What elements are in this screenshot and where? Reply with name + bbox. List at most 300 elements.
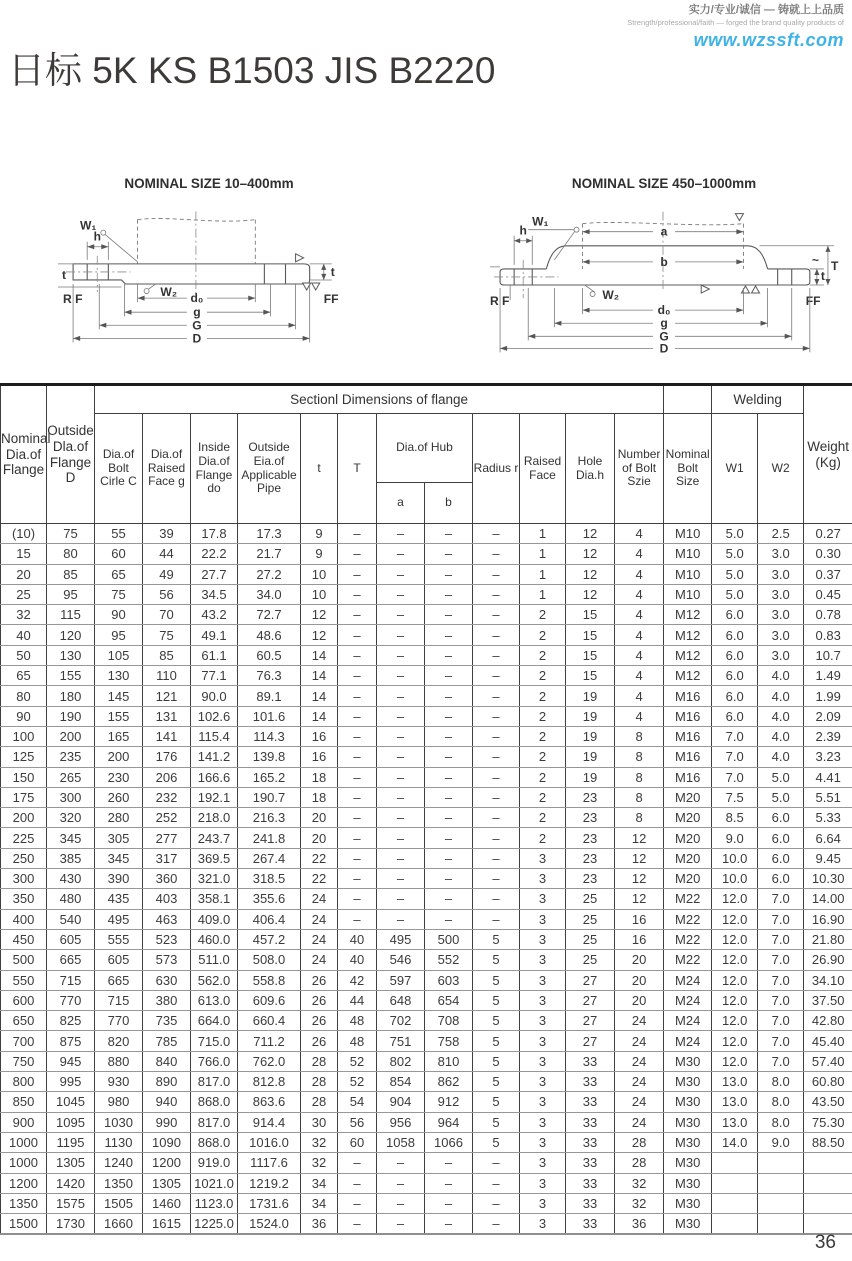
table-cell: – bbox=[338, 706, 377, 726]
table-cell: 23 bbox=[566, 869, 615, 889]
table-cell: – bbox=[338, 564, 377, 584]
table-cell: 3 bbox=[520, 970, 566, 990]
table-cell: 36 bbox=[615, 1214, 664, 1235]
table-cell: 43.50 bbox=[804, 1092, 852, 1112]
table-cell: 770 bbox=[95, 1011, 143, 1031]
table-cell: 4 bbox=[615, 605, 664, 625]
table-cell: 24 bbox=[301, 950, 338, 970]
table-cell: 6.0 bbox=[712, 706, 758, 726]
label-ff: FF bbox=[805, 294, 821, 309]
table-cell: M12 bbox=[664, 605, 712, 625]
table-cell: 55 bbox=[95, 524, 143, 544]
table-cell: 12 bbox=[301, 605, 338, 625]
table-cell: 44 bbox=[338, 990, 377, 1010]
table-row bbox=[1, 828, 852, 848]
table-cell: 400 bbox=[1, 909, 47, 929]
table-cell: 13.0 bbox=[712, 1112, 758, 1132]
table-cell: 751 bbox=[377, 1031, 425, 1051]
table-cell: 12.0 bbox=[712, 889, 758, 909]
table-cell: 1.49 bbox=[804, 666, 852, 686]
table-cell: 26 bbox=[301, 1031, 338, 1051]
table-cell: 850 bbox=[1, 1092, 47, 1112]
table-cell: 10.0 bbox=[712, 869, 758, 889]
table-cell: 16 bbox=[301, 726, 338, 746]
table-cell: 318.5 bbox=[238, 869, 301, 889]
diagram-small-flange bbox=[58, 176, 360, 375]
table-cell: 8.0 bbox=[758, 1092, 804, 1112]
table-cell bbox=[758, 1173, 804, 1193]
table-cell: – bbox=[473, 645, 520, 665]
table-cell: – bbox=[425, 848, 473, 868]
table-cell: 409.0 bbox=[191, 909, 238, 929]
table-cell: 14 bbox=[301, 686, 338, 706]
table-cell: – bbox=[377, 848, 425, 868]
table-cell: 6.0 bbox=[712, 645, 758, 665]
dim-label-t-left: t bbox=[62, 267, 67, 282]
table-cell: 300 bbox=[47, 787, 95, 807]
table-cell: 42.80 bbox=[804, 1011, 852, 1031]
table-cell: 5 bbox=[473, 1051, 520, 1071]
table-cell: 5 bbox=[473, 1011, 520, 1031]
table-cell: 32 bbox=[615, 1193, 664, 1213]
table-cell: M30 bbox=[664, 1193, 712, 1213]
table-cell: 139.8 bbox=[238, 747, 301, 767]
table-row bbox=[1, 564, 852, 584]
table-cell: – bbox=[377, 828, 425, 848]
table-cell: 21.7 bbox=[238, 544, 301, 564]
table-cell: M20 bbox=[664, 787, 712, 807]
table-cell: 8 bbox=[615, 726, 664, 746]
table-cell: M10 bbox=[664, 564, 712, 584]
table-cell: 345 bbox=[95, 848, 143, 868]
table-cell: M30 bbox=[664, 1214, 712, 1235]
table-cell: 1350 bbox=[95, 1173, 143, 1193]
table-cell: 56 bbox=[338, 1112, 377, 1132]
table-cell: – bbox=[338, 808, 377, 828]
table-cell: 650 bbox=[1, 1011, 47, 1031]
table-cell: 20 bbox=[301, 828, 338, 848]
table-cell: 40 bbox=[1, 625, 47, 645]
table-cell: 17.3 bbox=[238, 524, 301, 544]
table-cell: 65 bbox=[95, 564, 143, 584]
dim-label-g: g bbox=[193, 305, 201, 320]
col-header-raised-face-g: Dia.of Raised Face g bbox=[143, 414, 191, 524]
table-cell: 558.8 bbox=[238, 970, 301, 990]
table-cell: 0.30 bbox=[804, 544, 852, 564]
table-cell: – bbox=[338, 1153, 377, 1173]
table-cell: 28 bbox=[301, 1051, 338, 1071]
col-header-T: T bbox=[338, 414, 377, 524]
table-cell: 5 bbox=[473, 929, 520, 949]
dim-label-t: t bbox=[820, 268, 825, 283]
label-rf: R F bbox=[63, 292, 83, 307]
label-rf: R F bbox=[490, 294, 510, 309]
table-cell: 702 bbox=[377, 1011, 425, 1031]
table-cell: 225 bbox=[1, 828, 47, 848]
table-cell: 101.6 bbox=[238, 706, 301, 726]
website-url: www.wzssft.com bbox=[693, 30, 844, 51]
dim-label-w2: W₂ bbox=[160, 285, 178, 300]
table-cell: 33 bbox=[566, 1153, 615, 1173]
table-cell: 33 bbox=[566, 1092, 615, 1112]
col-header-w1: W1 bbox=[712, 414, 758, 524]
table-cell: 540 bbox=[47, 909, 95, 929]
table-cell: 2 bbox=[520, 808, 566, 828]
table-cell: 2 bbox=[520, 767, 566, 787]
table-cell: – bbox=[377, 564, 425, 584]
table-cell: 26 bbox=[301, 1011, 338, 1031]
table-cell: 24 bbox=[615, 1072, 664, 1092]
table-row bbox=[1, 645, 852, 665]
table-cell: 500 bbox=[1, 950, 47, 970]
table-row bbox=[1, 747, 852, 767]
table-cell: 49.1 bbox=[191, 625, 238, 645]
table-row bbox=[1, 524, 852, 544]
table-cell: – bbox=[473, 1173, 520, 1193]
table-cell: – bbox=[425, 1214, 473, 1235]
table-cell: 34.0 bbox=[238, 584, 301, 604]
table-cell: 28 bbox=[301, 1072, 338, 1092]
table-cell: 24 bbox=[615, 1092, 664, 1112]
table-cell: – bbox=[338, 625, 377, 645]
table-cell: 45.40 bbox=[804, 1031, 852, 1051]
table-cell: – bbox=[377, 625, 425, 645]
diagram-large-flange bbox=[488, 176, 840, 375]
table-cell: – bbox=[377, 524, 425, 544]
table-cell: 56 bbox=[143, 584, 191, 604]
page-number: 36 bbox=[814, 1232, 836, 1253]
table-cell: 990 bbox=[143, 1112, 191, 1132]
dim-label-d0: d₀ bbox=[657, 303, 671, 318]
table-cell: 12 bbox=[566, 584, 615, 604]
table-row bbox=[1, 889, 852, 909]
table-cell: 711.2 bbox=[238, 1031, 301, 1051]
table-cell: 277 bbox=[143, 828, 191, 848]
table-cell: M10 bbox=[664, 524, 712, 544]
table-cell: 8.0 bbox=[758, 1112, 804, 1132]
table-cell: – bbox=[425, 808, 473, 828]
table-cell: 23 bbox=[566, 787, 615, 807]
table-cell: 508.0 bbox=[238, 950, 301, 970]
table-cell: 12 bbox=[615, 828, 664, 848]
table-cell: 863.6 bbox=[238, 1092, 301, 1112]
table-cell: – bbox=[338, 666, 377, 686]
table-cell: 1130 bbox=[95, 1132, 143, 1152]
table-cell: 1195 bbox=[47, 1132, 95, 1152]
table-cell: 511.0 bbox=[191, 950, 238, 970]
table-cell: 250 bbox=[1, 848, 47, 868]
table-cell: 33 bbox=[566, 1112, 615, 1132]
table-cell: – bbox=[338, 848, 377, 868]
table-cell: 360 bbox=[143, 869, 191, 889]
table-cell: – bbox=[425, 1193, 473, 1213]
table-cell: – bbox=[377, 686, 425, 706]
table-cell: 32 bbox=[301, 1132, 338, 1152]
col-header-nominal-bolt: Nominal Bolt Size bbox=[664, 414, 712, 524]
table-cell: – bbox=[338, 686, 377, 706]
table-cell: – bbox=[425, 584, 473, 604]
table-cell: – bbox=[425, 625, 473, 645]
table-cell: 3.0 bbox=[758, 645, 804, 665]
table-cell: 190 bbox=[47, 706, 95, 726]
table-cell: 2 bbox=[520, 787, 566, 807]
table-cell: – bbox=[473, 889, 520, 909]
table-cell: – bbox=[377, 1173, 425, 1193]
table-cell: 32 bbox=[301, 1153, 338, 1173]
table-cell: 840 bbox=[143, 1051, 191, 1071]
table-cell: – bbox=[425, 605, 473, 625]
table-cell: 13.0 bbox=[712, 1092, 758, 1112]
table-cell: 3.23 bbox=[804, 747, 852, 767]
table-cell: 26 bbox=[301, 970, 338, 990]
table-cell: 50 bbox=[1, 645, 47, 665]
table-cell: M16 bbox=[664, 767, 712, 787]
table-cell: 60 bbox=[95, 544, 143, 564]
table-cell: 14 bbox=[301, 706, 338, 726]
table-cell: 5 bbox=[473, 1112, 520, 1132]
table-cell: 3 bbox=[520, 1031, 566, 1051]
table-cell: 30 bbox=[301, 1112, 338, 1132]
flange-dimensions-table bbox=[0, 383, 852, 1235]
table-cell: 32 bbox=[615, 1173, 664, 1193]
table-cell: 102.6 bbox=[191, 706, 238, 726]
table-cell: 15 bbox=[1, 544, 47, 564]
table-row bbox=[1, 1031, 852, 1051]
table-cell: 708 bbox=[425, 1011, 473, 1031]
table-cell: 27 bbox=[566, 1011, 615, 1031]
table-cell: 27 bbox=[566, 970, 615, 990]
table-row bbox=[1, 787, 852, 807]
table-cell: M20 bbox=[664, 869, 712, 889]
table-cell: 80 bbox=[47, 544, 95, 564]
table-cell: 19 bbox=[566, 726, 615, 746]
table-cell: 7.0 bbox=[758, 909, 804, 929]
table-cell: – bbox=[473, 828, 520, 848]
table-cell: 321.0 bbox=[191, 869, 238, 889]
table-cell: 34 bbox=[301, 1193, 338, 1213]
table-cell: 766.0 bbox=[191, 1051, 238, 1071]
table-cell: 241.8 bbox=[238, 828, 301, 848]
table-cell: 785 bbox=[143, 1031, 191, 1051]
table-cell: 7.0 bbox=[758, 1051, 804, 1071]
table-cell: 25 bbox=[1, 584, 47, 604]
table-cell: 70 bbox=[143, 605, 191, 625]
table-cell: 3 bbox=[520, 1072, 566, 1092]
table-cell: M16 bbox=[664, 686, 712, 706]
table-cell: 7.0 bbox=[758, 929, 804, 949]
table-cell: 27.7 bbox=[191, 564, 238, 584]
table-cell: M16 bbox=[664, 706, 712, 726]
table-cell: 43.2 bbox=[191, 605, 238, 625]
table-cell: 100 bbox=[1, 726, 47, 746]
table-cell: 141.2 bbox=[191, 747, 238, 767]
table-cell: 0.27 bbox=[804, 524, 852, 544]
table-cell: 0.78 bbox=[804, 605, 852, 625]
table-cell: 552 bbox=[425, 950, 473, 970]
table-cell: 1200 bbox=[143, 1153, 191, 1173]
dim-label-w1: W₁ bbox=[79, 218, 97, 233]
table-cell: M20 bbox=[664, 848, 712, 868]
table-cell: 930 bbox=[95, 1072, 143, 1092]
table-cell: 715 bbox=[95, 990, 143, 1010]
table-cell: M24 bbox=[664, 1011, 712, 1031]
table-cell: 463 bbox=[143, 909, 191, 929]
table-cell: 457.2 bbox=[238, 929, 301, 949]
table-cell: 1420 bbox=[47, 1173, 95, 1193]
table-row bbox=[1, 869, 852, 889]
table-cell: 854 bbox=[377, 1072, 425, 1092]
table-cell: 85 bbox=[47, 564, 95, 584]
table-cell: 1731.6 bbox=[238, 1193, 301, 1213]
table-cell: – bbox=[473, 605, 520, 625]
table-cell: 715 bbox=[47, 970, 95, 990]
table-cell: – bbox=[425, 1153, 473, 1173]
table-cell: 5.0 bbox=[758, 767, 804, 787]
table-row bbox=[1, 1173, 852, 1193]
table-cell: 155 bbox=[95, 706, 143, 726]
table-cell: M30 bbox=[664, 1092, 712, 1112]
table-cell: 5.0 bbox=[712, 564, 758, 584]
table-cell: 12.0 bbox=[712, 1031, 758, 1051]
table-cell: – bbox=[377, 869, 425, 889]
dim-label-D: D bbox=[192, 331, 202, 346]
table-cell: 8.5 bbox=[712, 808, 758, 828]
masthead bbox=[627, 4, 844, 52]
table-cell: 7.0 bbox=[712, 726, 758, 746]
col-header-t: t bbox=[301, 414, 338, 524]
table-cell: 3 bbox=[520, 1193, 566, 1213]
table-cell: 6.0 bbox=[712, 605, 758, 625]
table-cell: 200 bbox=[47, 726, 95, 746]
table-cell: 1200 bbox=[1, 1173, 47, 1193]
table-cell: 2 bbox=[520, 828, 566, 848]
dim-label-T: T bbox=[830, 258, 839, 273]
table-cell: 3 bbox=[520, 1112, 566, 1132]
table-cell: 8 bbox=[615, 747, 664, 767]
table-cell: 1123.0 bbox=[191, 1193, 238, 1213]
table-cell: 320 bbox=[47, 808, 95, 828]
table-cell: 48.6 bbox=[238, 625, 301, 645]
table-cell: M12 bbox=[664, 666, 712, 686]
table-cell: 8 bbox=[615, 787, 664, 807]
table-cell: 4.0 bbox=[758, 686, 804, 706]
table-cell: 980 bbox=[95, 1092, 143, 1112]
table-cell: – bbox=[425, 706, 473, 726]
table-cell: 4.0 bbox=[758, 666, 804, 686]
table-cell: – bbox=[338, 584, 377, 604]
table-cell: 9.45 bbox=[804, 848, 852, 868]
table-cell: M20 bbox=[664, 808, 712, 828]
col-header-outside-dia: Outside Dla.of Flange D bbox=[47, 385, 95, 524]
table-cell: 1000 bbox=[1, 1132, 47, 1152]
table-cell: 75 bbox=[143, 625, 191, 645]
table-cell: 4 bbox=[615, 686, 664, 706]
table-cell: – bbox=[425, 767, 473, 787]
table-cell: 216.3 bbox=[238, 808, 301, 828]
table-cell: – bbox=[425, 828, 473, 848]
table-cell: 1305 bbox=[47, 1153, 95, 1173]
table-cell: 904 bbox=[377, 1092, 425, 1112]
table-cell: 3.0 bbox=[758, 605, 804, 625]
table-cell: 403 bbox=[143, 889, 191, 909]
table-cell: 4 bbox=[615, 544, 664, 564]
table-cell: 5 bbox=[473, 950, 520, 970]
table-cell: M12 bbox=[664, 625, 712, 645]
table-cell: 12 bbox=[301, 625, 338, 645]
table-cell: – bbox=[338, 889, 377, 909]
dim-label-d0: d₀ bbox=[190, 291, 204, 306]
slogan-chinese: 实力/专业/诚信 — 铸就上上品质 bbox=[688, 4, 844, 16]
table-cell: 995 bbox=[47, 1072, 95, 1092]
table-cell: 14.00 bbox=[804, 889, 852, 909]
table-cell: 12.0 bbox=[712, 970, 758, 990]
table-cell: – bbox=[473, 808, 520, 828]
table-cell bbox=[712, 1173, 758, 1193]
table-cell: 28 bbox=[615, 1132, 664, 1152]
table-cell: 33 bbox=[566, 1214, 615, 1235]
table-cell: 4 bbox=[615, 584, 664, 604]
table-cell: 1016.0 bbox=[238, 1132, 301, 1152]
table-cell: 609.6 bbox=[238, 990, 301, 1010]
table-cell: – bbox=[473, 747, 520, 767]
table-cell: M24 bbox=[664, 990, 712, 1010]
table-cell: – bbox=[377, 645, 425, 665]
table-cell: 23 bbox=[566, 828, 615, 848]
table-cell: 2 bbox=[520, 686, 566, 706]
table-cell: 5.51 bbox=[804, 787, 852, 807]
col-header-radius: Radius r bbox=[473, 414, 520, 524]
table-cell: 57.40 bbox=[804, 1051, 852, 1071]
table-cell: 4 bbox=[615, 706, 664, 726]
table-cell: 7.0 bbox=[758, 990, 804, 1010]
table-cell: 919.0 bbox=[191, 1153, 238, 1173]
dim-label-a: a bbox=[660, 224, 668, 239]
table-cell: 900 bbox=[1, 1112, 47, 1132]
page-title: 日标 5K KS B1503 JIS B2220 bbox=[8, 50, 496, 91]
table-cell: 1615 bbox=[143, 1214, 191, 1235]
table-cell: 0.83 bbox=[804, 625, 852, 645]
table-cell: 648 bbox=[377, 990, 425, 1010]
col-header-raised-face: Raised Face bbox=[520, 414, 566, 524]
table-cell: 7.5 bbox=[712, 787, 758, 807]
table-cell: M20 bbox=[664, 828, 712, 848]
dim-label-t-right: t bbox=[330, 264, 335, 279]
table-cell: 15 bbox=[566, 625, 615, 645]
table-cell: 235 bbox=[47, 747, 95, 767]
table-cell: 5 bbox=[473, 1132, 520, 1152]
table-cell: 265 bbox=[47, 767, 95, 787]
table-cell: 2 bbox=[520, 605, 566, 625]
table-cell: 18 bbox=[301, 787, 338, 807]
table-cell: M30 bbox=[664, 1132, 712, 1152]
table-cell: 28 bbox=[301, 1092, 338, 1112]
table-cell: M30 bbox=[664, 1153, 712, 1173]
table-cell: 7.0 bbox=[758, 1031, 804, 1051]
table-cell: 812.8 bbox=[238, 1072, 301, 1092]
table-row bbox=[1, 848, 852, 868]
table-cell: 4 bbox=[615, 625, 664, 645]
table-cell: – bbox=[425, 524, 473, 544]
table-cell: 817.0 bbox=[191, 1112, 238, 1132]
table-cell: 12.0 bbox=[712, 950, 758, 970]
table-cell: 3.0 bbox=[758, 544, 804, 564]
table-cell: 26 bbox=[301, 990, 338, 1010]
table-cell: – bbox=[377, 1214, 425, 1235]
table-cell: (10) bbox=[1, 524, 47, 544]
table-cell: 22 bbox=[301, 869, 338, 889]
table-cell: 192.1 bbox=[191, 787, 238, 807]
table-cell: 16 bbox=[615, 909, 664, 929]
